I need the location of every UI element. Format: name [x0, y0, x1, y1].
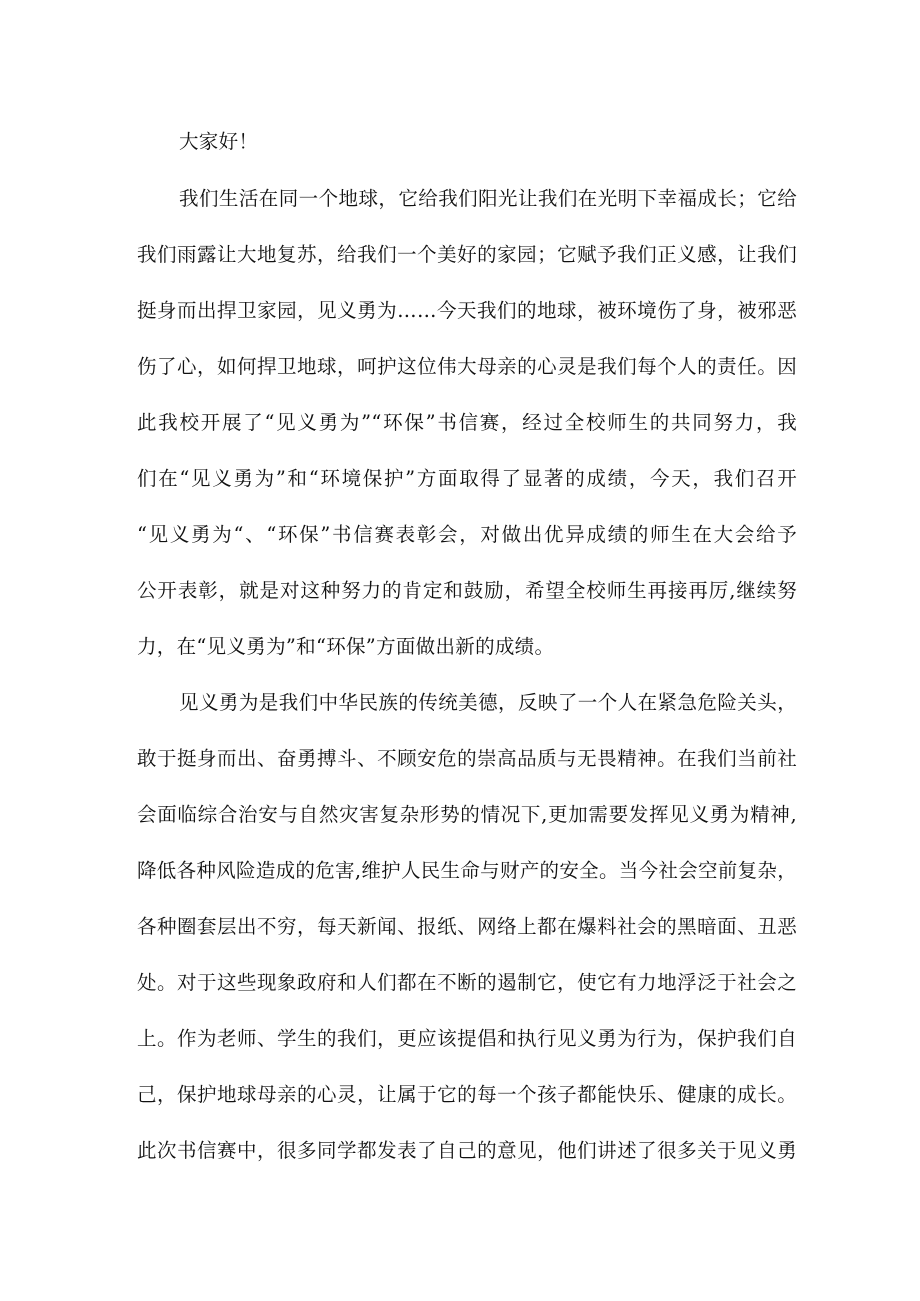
text-line: 我们生活在同一个地球，它给我们阳光让我们在光明下幸福成长；它给	[179, 187, 797, 210]
text-line: 敢于挺身而出、奋勇搏斗、不顾安危的崇高品质与无畏精神。在我们当前社	[137, 747, 797, 770]
text-line: “见义勇为“、“环保”书信赛表彰会，对做出优异成绩的师生在大会给予	[137, 523, 797, 546]
text-line: 各种圈套层出不穷，每天新闻、报纸、网络上都在爆料社会的黑暗面、丑恶	[137, 915, 797, 938]
greeting-line: 大家好！	[179, 130, 259, 153]
text-line: 挺身而出捍卫家园，见义勇为……今天我们的地球，被环境伤了身，被邪恶	[137, 299, 797, 322]
text-line: 降低各种风险造成的危害,维护人民生命与财产的安全。当今社会空前复杂，	[137, 859, 797, 882]
text-line: 我们雨露让大地复苏，给我们一个美好的家园；它赋予我们正义感，让我们	[137, 243, 797, 266]
text-line: 们在“见义勇为”和“环境保护”方面取得了显著的成绩，今天，我们召开	[137, 467, 797, 490]
text-line: 此我校开展了“见义勇为”“环保”书信赛，经过全校师生的共同努力，我	[137, 411, 797, 434]
text-line: 力，在“见义勇为”和“环保”方面做出新的成绩。	[137, 635, 555, 658]
text-line: 公开表彰，就是对这种努力的肯定和鼓励，希望全校师生再接再厉,继续努	[137, 579, 797, 602]
text-line: 上。作为老师、学生的我们，更应该提倡和执行见义勇为行为，保护我们自	[137, 1027, 797, 1050]
text-line: 伤了心，如何捍卫地球，呵护这位伟大母亲的心灵是我们每个人的责任。因	[137, 355, 797, 378]
text-line: 此次书信赛中，很多同学都发表了自己的意见，他们讲述了很多关于见义勇	[137, 1139, 797, 1162]
text-line: 处。对于这些现象政府和人们都在不断的遏制它，使它有力地浮泛于社会之	[137, 971, 797, 994]
text-line: 己，保护地球母亲的心灵，让属于它的每一个孩子都能快乐、健康的成长。	[137, 1083, 797, 1106]
text-line: 见义勇为是我们中华民族的传统美德，反映了一个人在紧急危险关头，	[179, 691, 797, 714]
text-line: 会面临综合治安与自然灾害复杂形势的情况下,更加需要发挥见义勇为精神,	[137, 803, 797, 826]
